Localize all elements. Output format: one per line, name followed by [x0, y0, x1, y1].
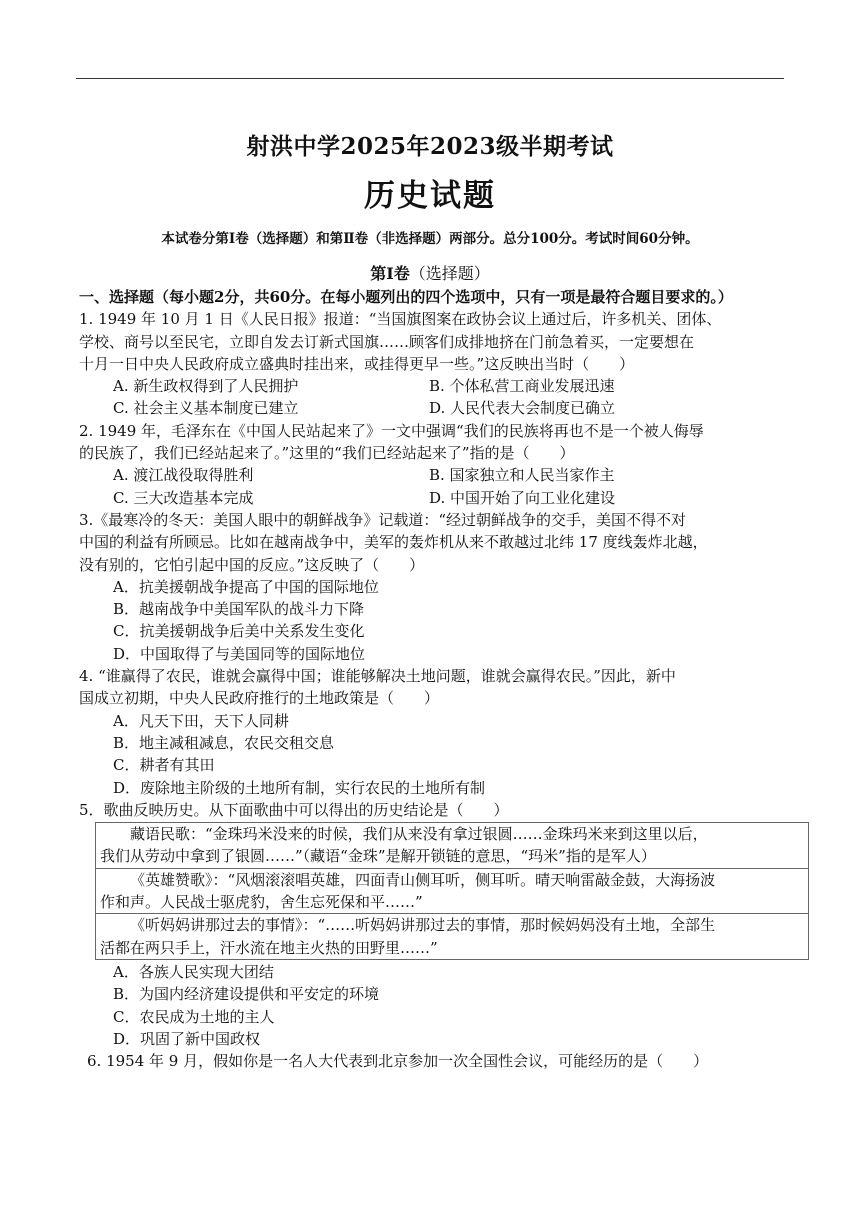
song-table: [95, 822, 809, 960]
section-name-sub: （选择题）: [409, 264, 490, 283]
song-cell: [96, 868, 809, 914]
question-stem-line: 学校、商号以至民宅，立即自发去订新式国旗……顾客们成排地挤在门前急着买，一定要想在: [79, 332, 695, 351]
question-1: [79, 308, 785, 419]
option-c[interactable]: C．农民成为土地的主人: [113, 1007, 275, 1026]
section-instruction: 一、选择题（每小题2分，共60分。在每小题列出的四个选项中，只有一项是最符合题目要求的。）: [79, 288, 733, 306]
question-stem-line: 6. 1954 年 9 月，假如你是一名人大代表到北京参加一次全国性会议，可能经历的是（ ）: [87, 1052, 709, 1071]
question-4: [79, 665, 785, 799]
table-row: [96, 868, 809, 914]
question-2: [79, 420, 785, 509]
song-line: 《听妈妈讲那过去的事情》：“……听妈妈讲那过去的事情，那时候妈妈没有土地，全部生: [130, 916, 716, 935]
option-d[interactable]: D．中国取得了与美国同等的国际地位: [113, 644, 366, 663]
question-stem-line: 3.《最寒冷的冬天：美国人眼中的朝鲜战争》记载道：“经过朝鲜战争的交手，美国不得不对: [79, 510, 686, 529]
option-row: [79, 375, 785, 397]
option-b[interactable]: B. 个体私营工商业发展迅速: [429, 377, 615, 396]
question-3: [79, 509, 785, 665]
song-line: 藏语民歌：“金珠玛米没来的时候，我们从来没有拿过银圆……金珠玛米来到这里以后，: [130, 825, 708, 844]
question-stem-line: 十月一日中央人民政府成立盛典时挂出来，或挂得更早一些。”这反映出当时（ ）: [79, 354, 635, 373]
section-heading: [0, 261, 860, 284]
exam-note: 本试卷分第Ⅰ卷（选择题）和第Ⅱ卷（非选择题）两部分。总分100分。考试时间60分钟。: [161, 231, 699, 247]
question-stem-line: 中国的利益有所顾忌。比如在越南战争中，美军的轰炸机从来不敢越过北纬 17 度线轰炸北越，: [79, 533, 708, 552]
option-c[interactable]: C. 三大改造基本完成: [113, 488, 254, 507]
table-row: [96, 914, 809, 960]
table-row: [96, 823, 809, 869]
option-d[interactable]: D．废除地主阶级的土地所有制，实行农民的土地所有制: [113, 778, 486, 797]
question-stem-line: 国成立初期，中央人民政府推行的土地政策是（ ）: [79, 689, 440, 708]
question-stem-line: 1. 1949 年 10 月 1 日《人民日报》报道：“当国旗图案在政协会议上通过后，许多机关、团体、: [79, 310, 722, 329]
section-name: 第Ⅰ卷: [370, 264, 410, 283]
option-a[interactable]: A．各族人民实现大团结: [113, 962, 274, 981]
option-b[interactable]: B．越南战争中美国军队的战斗力下降: [113, 600, 365, 619]
option-a[interactable]: A. 新生政权得到了人民拥护: [113, 377, 299, 396]
question-stem-line: 的民族了，我们已经站起来了。”这里的“我们已经站起来了”指的是（ ）: [79, 444, 575, 463]
song-line: 《英雄赞歌》：“风烟滚滚唱英雄，四面青山侧耳听，侧耳听。晴天响雷敲金鼓，大海扬波: [130, 870, 716, 889]
option-b[interactable]: B. 国家独立和人民当家作主: [429, 466, 615, 485]
question-6: [79, 1050, 785, 1072]
song-line: 作和声。人民战士驱虎豹，舍生忘死保和平……”: [100, 893, 423, 912]
subject-title: 历史试题: [364, 178, 496, 214]
question-stem-line: 5．歌曲反映历史。从下面歌曲中可以得出的历史结论是（ ）: [79, 800, 509, 819]
option-a[interactable]: A．凡天下田，天下人同耕: [113, 711, 289, 730]
option-c[interactable]: C．耕者有其田: [113, 756, 215, 775]
option-row: [79, 464, 785, 486]
question-stem-line: 没有别的，它怕引起中国的反应。”这反映了（ ）: [79, 555, 425, 574]
song-cell: [96, 914, 809, 960]
question-stem-line: 4. “谁赢得了农民，谁就会赢得中国；谁能够解决土地问题，谁就会赢得农民。”因此，新中: [79, 667, 676, 686]
option-row: [79, 397, 785, 419]
option-c[interactable]: C. 社会主义基本制度已建立: [113, 399, 299, 418]
song-cell: [96, 823, 809, 869]
song-line: 我们从劳动中拿到了银圆……”（藏语“金珠”是解开锁链的意思，“玛米”指的是军人）: [100, 847, 656, 866]
option-a[interactable]: A. 渡江战役取得胜利: [113, 466, 254, 485]
question-body: [79, 286, 785, 1072]
question-5: [79, 799, 785, 1050]
song-line: 活都在两只手上，汗水流在地主火热的田野里……”: [100, 938, 438, 957]
option-d[interactable]: D. 中国开始了向工业化建设: [429, 488, 616, 507]
option-d[interactable]: D. 人民代表大会制度已确立: [429, 399, 616, 418]
option-c[interactable]: C．抗美援朝战争后美中关系发生变化: [113, 622, 365, 641]
option-b[interactable]: B．为国内经济建设提供和平安定的环境: [113, 985, 380, 1004]
option-d[interactable]: D．巩固了新中国政权: [113, 1029, 261, 1048]
option-row: [79, 487, 785, 509]
question-stem-line: 2. 1949 年，毛泽东在《中国人民站起来了》一文中强调“我们的民族将再也不是一个被人侮辱: [79, 421, 704, 440]
exam-title: 射洪中学2025年2023级半期考试: [246, 133, 614, 160]
header-rule: [76, 78, 784, 79]
option-a[interactable]: A．抗美援朝战争提高了中国的国际地位: [113, 577, 379, 596]
option-b[interactable]: B．地主减租减息，农民交租交息: [113, 733, 335, 752]
